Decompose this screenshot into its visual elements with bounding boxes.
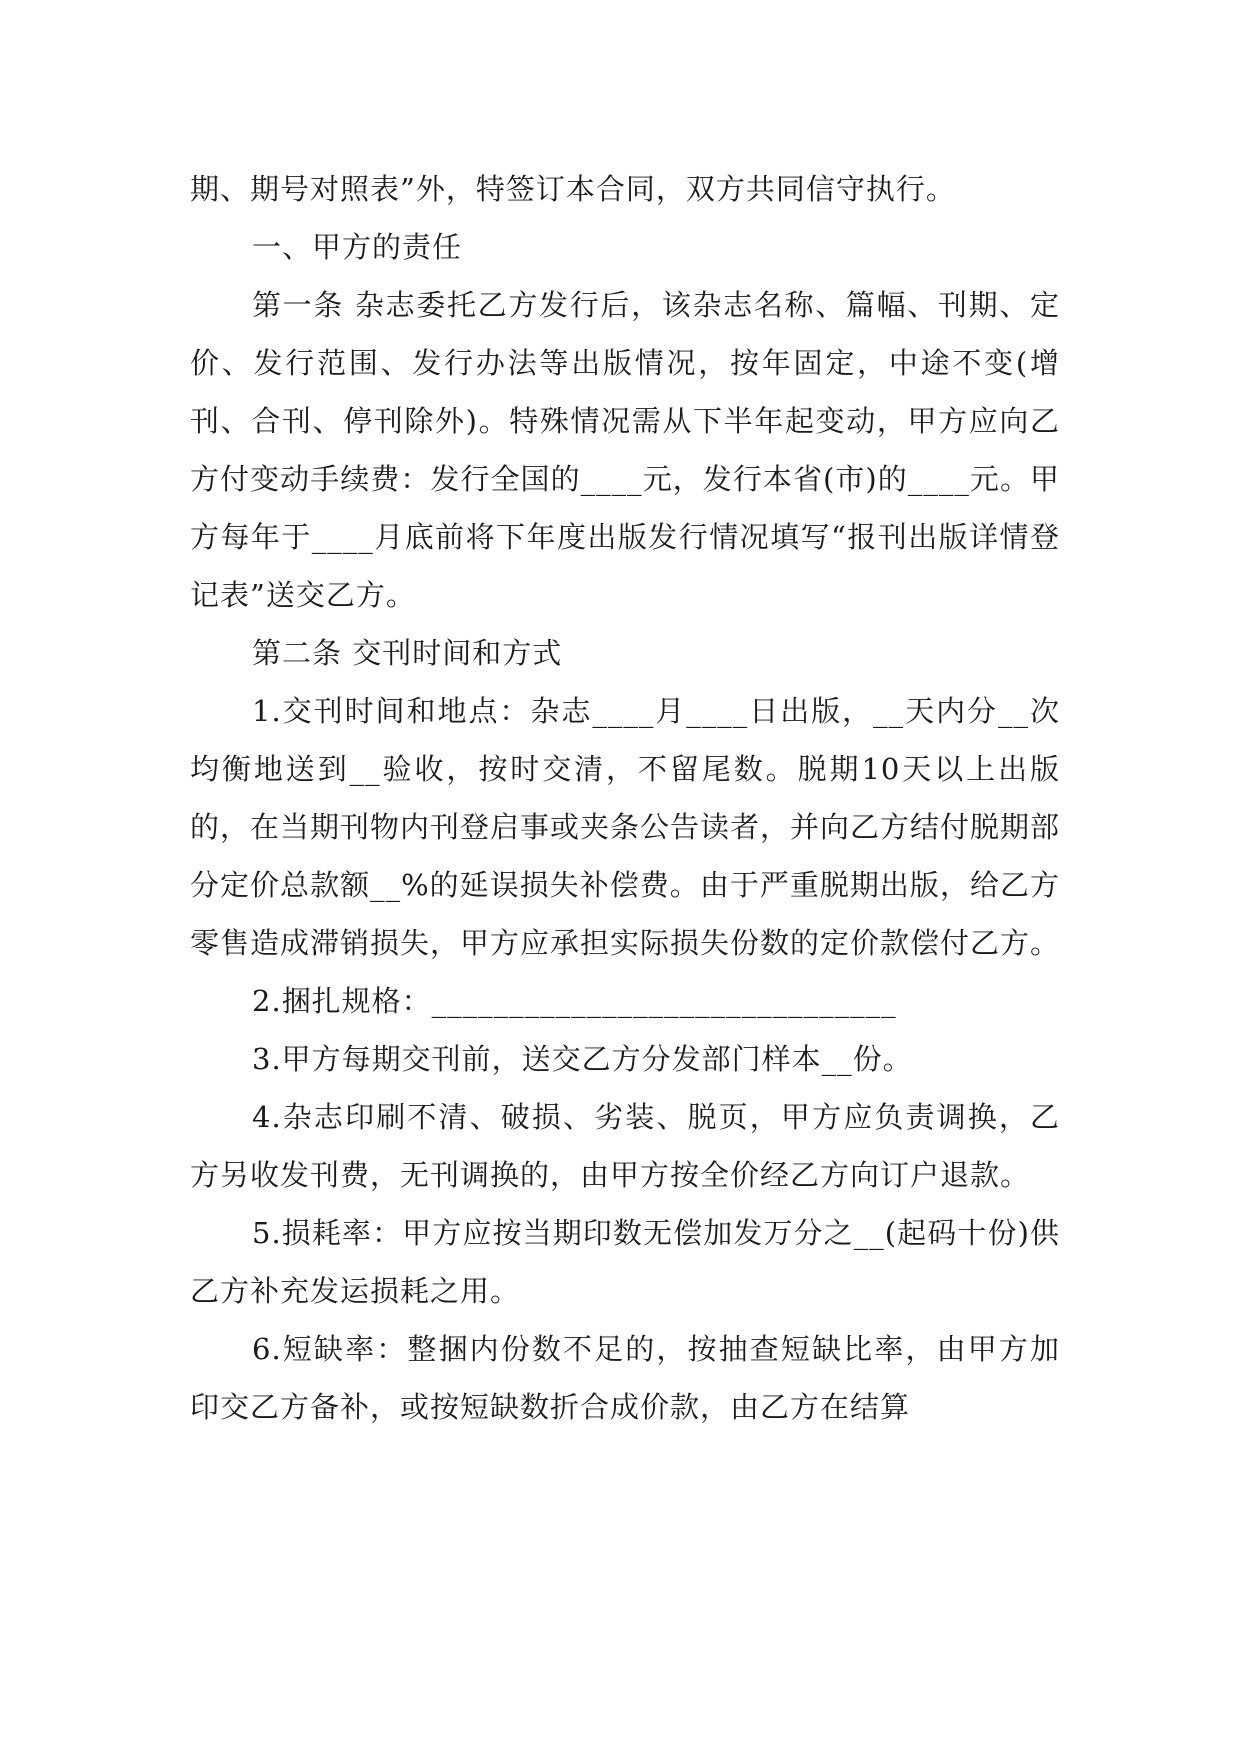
section-heading-party-a-duties: 一、甲方的责任 bbox=[252, 230, 463, 264]
clause-3-samples: 3.甲方每期交刊前，送交乙方分发部门样本__份。 bbox=[252, 1042, 913, 1076]
clause-6-shortage-rate: 6.短缺率：整捆内份数不足的，按抽查短缺比率，由甲方加印交乙方备补，或按短缺数折合成价款，由乙方在结算 bbox=[190, 1332, 1060, 1424]
paragraph-continuation: 期、期号对照表”外，特签订本合同，双方共同信守执行。 bbox=[190, 172, 956, 206]
article-two-heading: 第二条 交刊时间和方式 bbox=[252, 636, 563, 670]
clause-2-bundling: 2.捆扎规格：______________________________ bbox=[252, 984, 897, 1018]
clause-4-defects: 4.杂志印刷不清、破损、劣装、脱页，甲方应负责调换，乙方另收发刊费，无刊调换的，由甲方按全价经乙方向订户退款。 bbox=[190, 1100, 1060, 1192]
clause-1-delivery-time: 1.交刊时间和地点：杂志____月____日出版，__天内分__次均衡地送到__验收，按时交清，不留尾数。脱期10天以上出版的，在当期刊物内刊登启事或夹条公告读者，并向乙方结付脱期部分定价总款额__%的延误损失补偿费。由于严重脱期出版，给乙方零售造成滞销损失，甲方应承担实际损失份数的定价款偿付乙方。 bbox=[190, 694, 1061, 960]
document-body bbox=[190, 160, 1060, 1436]
clause-5-loss-rate: 5.损耗率：甲方应按当期印数无偿加发万分之__(起码十份)供乙方补充发运损耗之用。 bbox=[190, 1216, 1060, 1308]
article-one-paragraph: 第一条 杂志委托乙方发行后，该杂志名称、篇幅、刊期、定价、发行范围、发行办法等出版情况，按年固定，中途不变(增刊、合刊、停刊除外)。特殊情况需从下半年起变动，甲方应向乙方付变动手续费：发行全国的____元，发行本省(市)的____元。甲方每年于____月底前将下年度出版发行情况填写“报刊出版详情登记表”送交乙方。 bbox=[190, 288, 1060, 612]
